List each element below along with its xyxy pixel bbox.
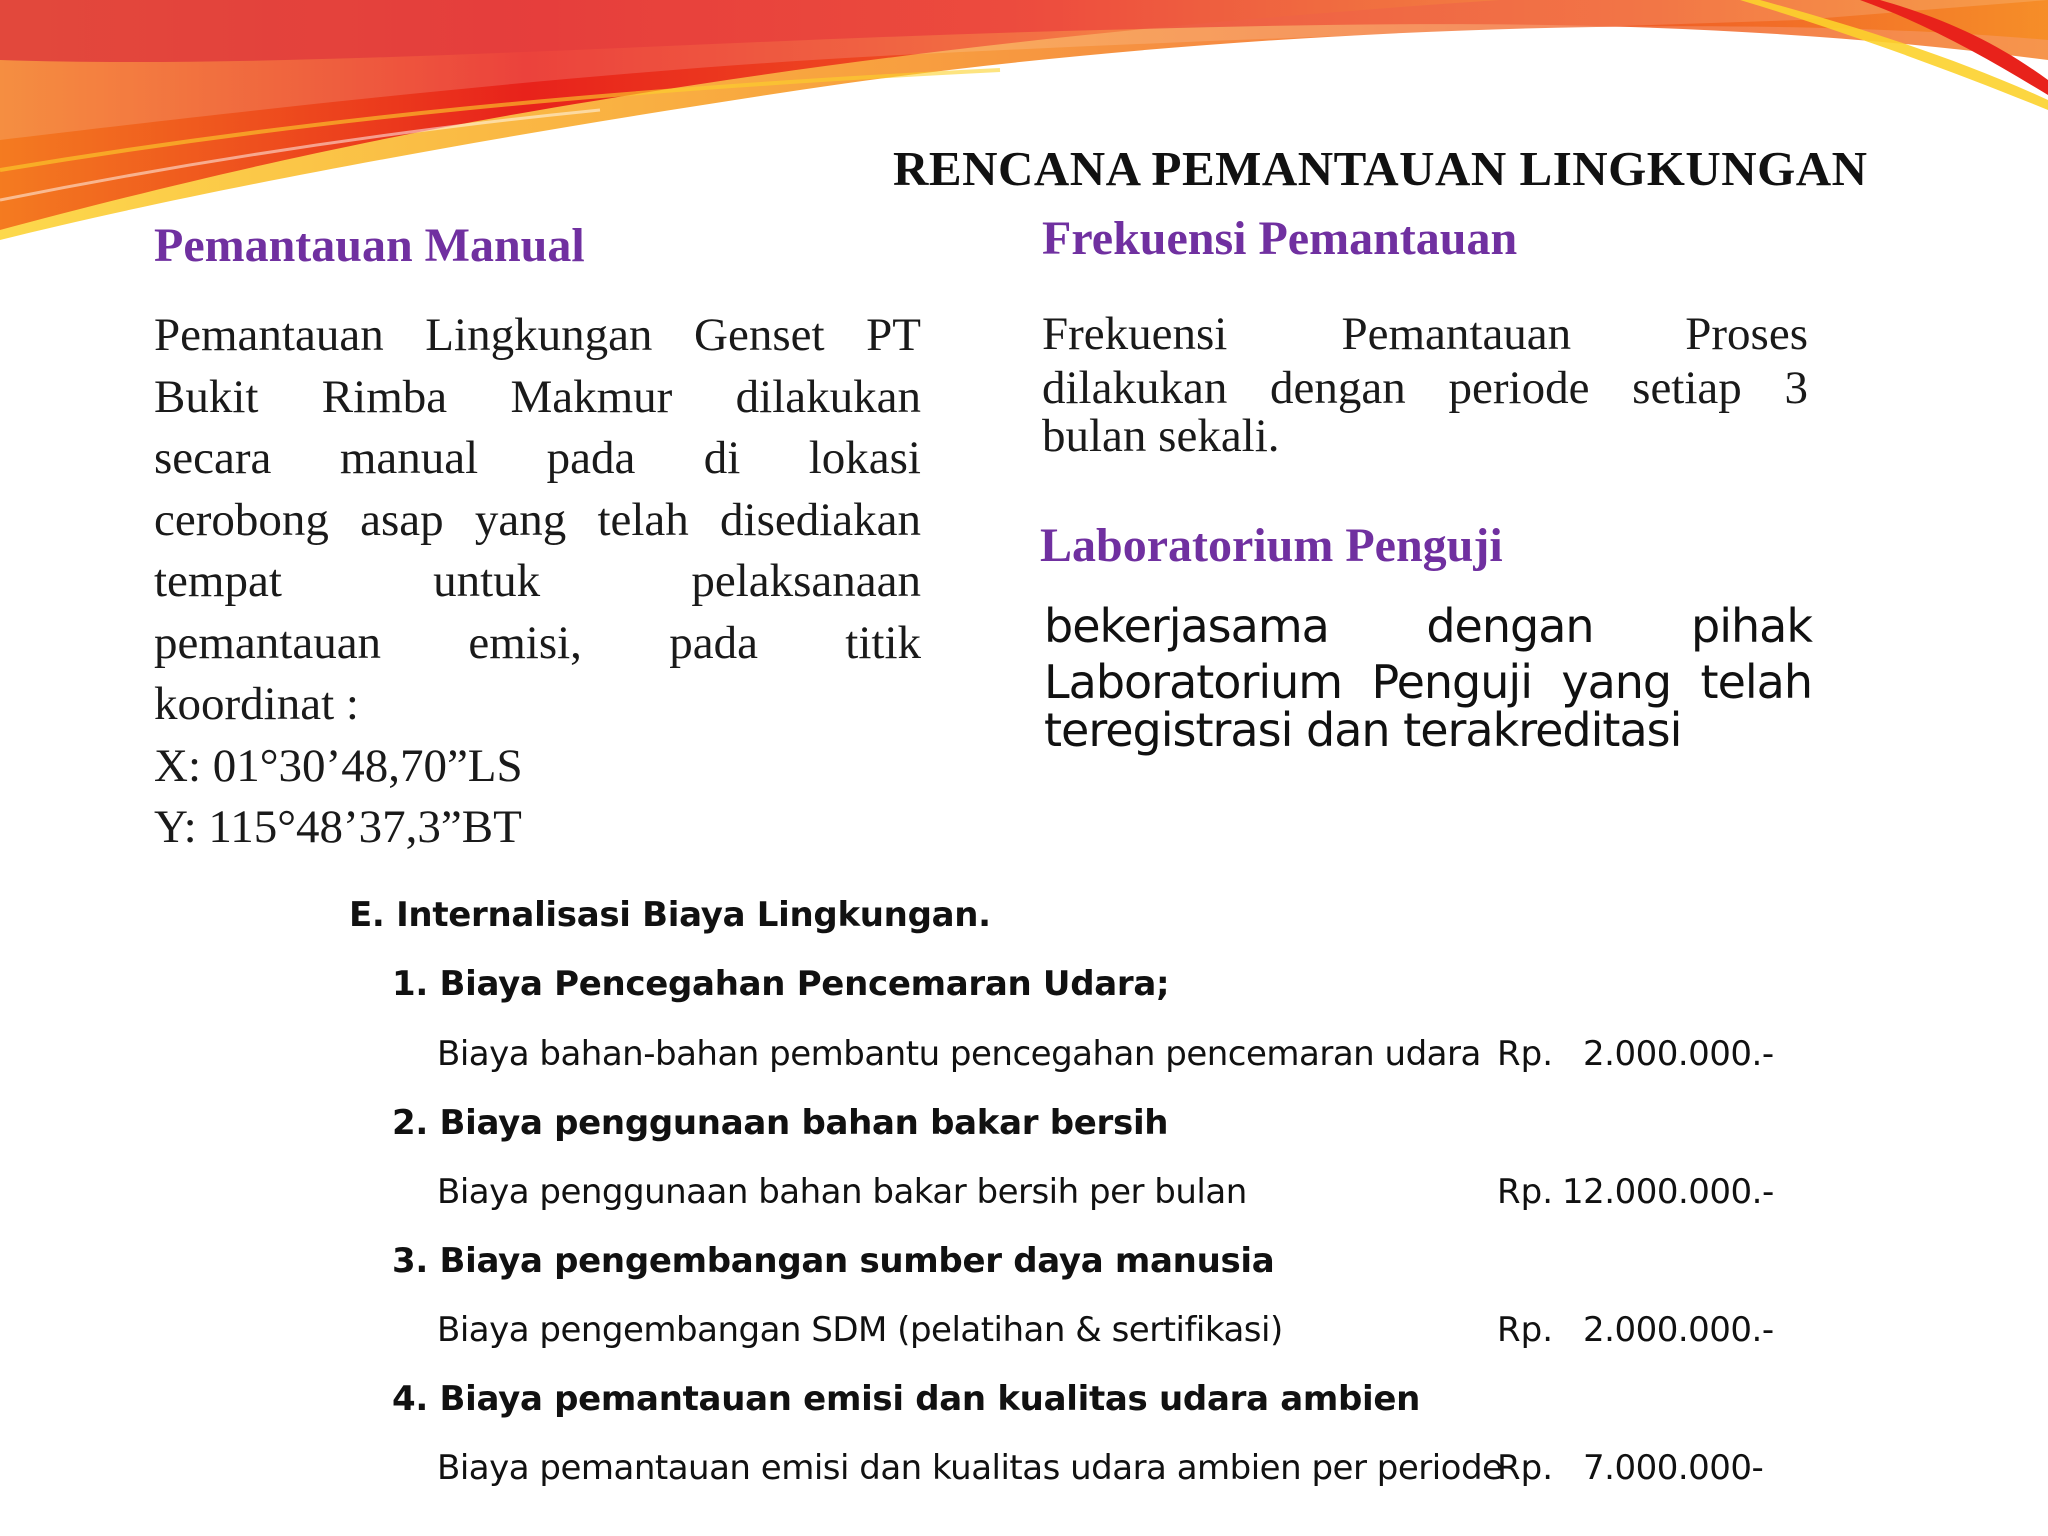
cost-item-currency: Rp. (1497, 1172, 1554, 1212)
manual-line: cerobong asap yang telah disediakan (154, 493, 921, 546)
laboratorium-line: bekerjasama dengan pihak (1044, 599, 1812, 653)
manual-heading: Pemantauan Manual (154, 219, 585, 272)
cost-item-desc: Biaya bahan-bahan pembantu pencegahan pencemaran udara (437, 1034, 1481, 1074)
laboratorium-line: teregistrasi dan terakreditasi (1044, 703, 1682, 757)
cost-item-title: 4. Biaya pemantauan emisi dan kualitas udara ambien (392, 1379, 1421, 1419)
manual-line: pemantauan emisi, pada titik (154, 616, 921, 669)
manual-line: secara manual pada di lokasi (154, 432, 921, 484)
manual-line: Bukit Rimba Makmur dilakukan (154, 370, 921, 423)
laboratorium-body (1044, 598, 1812, 757)
cost-item-amount: 12.000.000.- (1562, 1172, 1774, 1212)
coordinate-y: Y: 115°48’37,3”BT (154, 801, 522, 853)
cost-item-title: 1. Biaya Pencegahan Pencemaran Udara; (392, 964, 1170, 1004)
cost-item-title: 2. Biaya penggunaan bahan bakar bersih (392, 1103, 1169, 1143)
cost-item-amount: 2.000.000.- (1583, 1310, 1774, 1350)
laboratorium-line: Laboratorium Penguji yang telah (1044, 655, 1812, 709)
coordinate-x: X: 01°30’48,70”LS (154, 739, 523, 792)
cost-item-desc: Biaya penggunaan bahan bakar bersih per bulan (437, 1172, 1247, 1212)
manual-line: tempat untuk pelaksanaan (154, 555, 921, 607)
cost-item-currency: Rp. (1497, 1034, 1554, 1074)
frekuensi-line: dilakukan dengan periode setiap 3 (1042, 362, 1808, 414)
page-title: RENCANA PEMANTAUAN LINGKUNGAN (893, 141, 1868, 196)
laboratorium-heading: Laboratorium Penguji (1040, 519, 1503, 572)
frekuensi-line: Frekuensi Pemantauan Proses (1042, 308, 1808, 360)
frekuensi-heading: Frekuensi Pemantauan (1042, 212, 1518, 265)
manual-line: koordinat : (154, 678, 359, 730)
cost-item-title: 3. Biaya pengembangan sumber daya manusia (392, 1241, 1275, 1281)
cost-item-currency: Rp. (1497, 1310, 1554, 1350)
manual-line: Pemantauan Lingkungan Genset PT (154, 309, 921, 361)
frekuensi-line: bulan sekali. (1042, 410, 1280, 462)
cost-item-amount: 7.000.000- (1583, 1448, 1764, 1488)
cost-item-desc: Biaya pengembangan SDM (pelatihan & sertifikasi) (437, 1310, 1283, 1350)
frekuensi-body (1042, 307, 1808, 463)
cost-item-currency: Rp. (1497, 1448, 1554, 1488)
cost-item-desc: Biaya pemantauan emisi dan kualitas udara ambien per periode (437, 1448, 1503, 1488)
cost-item-amount: 2.000.000.- (1583, 1034, 1774, 1074)
manual-body (154, 305, 921, 859)
internalisasi-heading: E. Internalisasi Biaya Lingkungan. (349, 895, 991, 935)
